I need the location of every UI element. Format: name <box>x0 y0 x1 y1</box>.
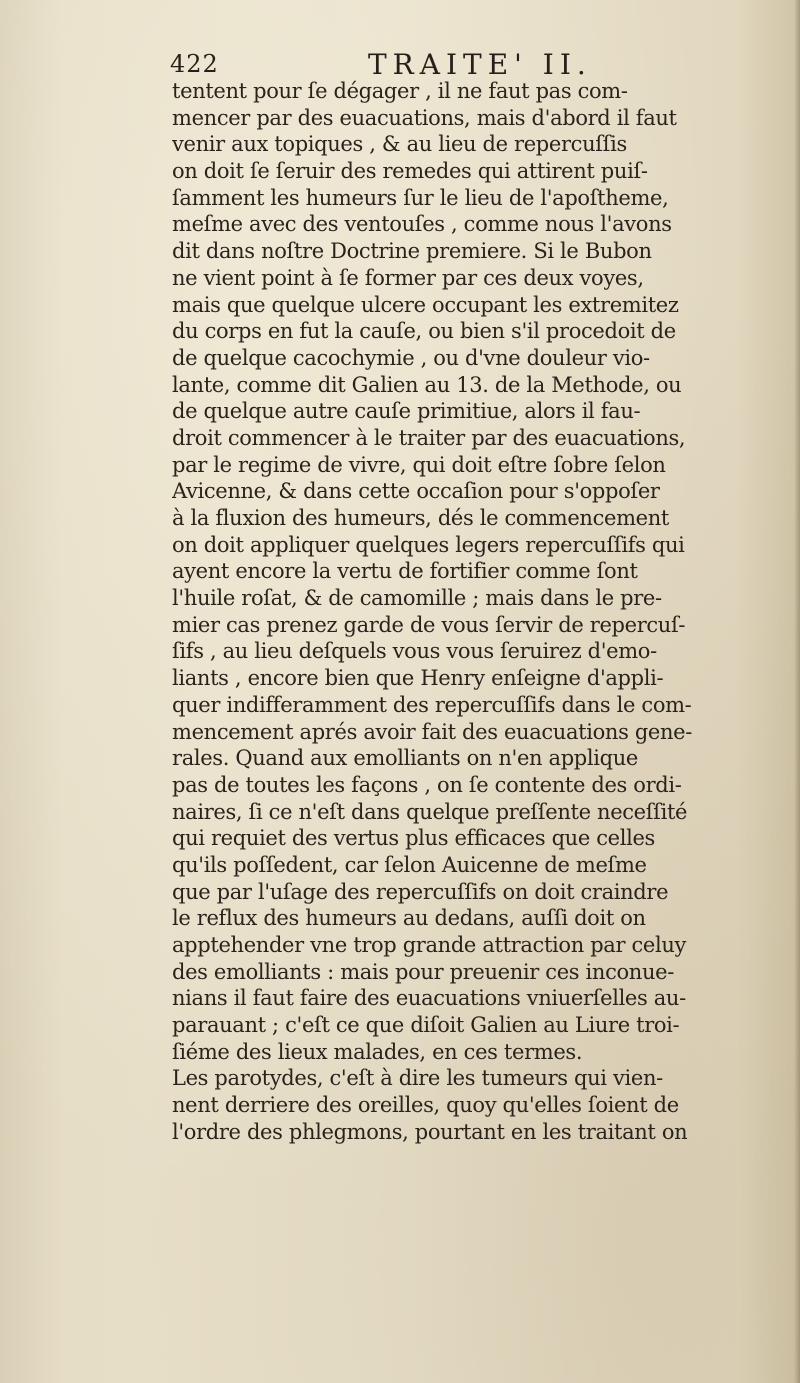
text-line: ayent encore la vertu de fortifier comme ſont <box>172 559 638 584</box>
text-line: naires, ſi ce n'eſt dans quelque preſſente neceſſité <box>172 799 688 824</box>
text-line: mier cas prenez garde de vous ſervir de repercuſ- <box>172 612 686 637</box>
text-line: l'ordre des phlegmons, pourtant en les traitant on <box>172 1119 688 1144</box>
text-line: apptehender vne trop grande attraction par celuy <box>172 933 687 957</box>
text-line: dit dans noſtre Doctrine premiere. Si le Bubon <box>172 239 652 264</box>
text-line: rales. Quand aux emolliants on n'en applique <box>172 746 638 771</box>
text-line: Avicenne, & dans cette occaſion pour s'oppoſer <box>172 479 660 504</box>
text-line: de quelque cacochymie , ou d'vne douleur vio- <box>172 345 650 370</box>
text-line: à la fluxion des humeurs, dés le commencement <box>172 506 669 530</box>
text-line: droit commencer à le traiter par des euacuations, <box>172 425 686 450</box>
text-line: ne vient point à ſe former par ces deux voyes, <box>172 265 644 290</box>
text-line: nians il faut faire des euacuations vniuerſelles au- <box>172 986 686 1011</box>
text-line: qui requiet des vertus plus efficaces que celles <box>172 826 655 851</box>
page-number: 422 <box>170 50 219 78</box>
text-line: qu'ils poſſedent, car ſelon Auicenne de meſme <box>172 852 647 877</box>
text-line: que par l'uſage des repercuſſifs on doit craindre <box>172 879 669 904</box>
text-line: du corps en fut la cauſe, ou bien s'il procedoit de <box>172 319 676 344</box>
text-line: le reflux des humeurs au dedans, auſſi doit on <box>172 906 646 931</box>
text-line: meſme avec des ventouſes , comme nous l'avons <box>172 212 672 237</box>
text-line: pas de toutes les façons , on ſe contente des ordi- <box>172 772 682 797</box>
text-line: Les parotydes, c'eſt à dire les tumeurs qui vien- <box>172 1066 663 1091</box>
text-line: ſamment les humeurs ſur le lieu de l'apoſtheme, <box>172 185 669 210</box>
text-line: l'huile roſat, & de camomille ; mais dans le pre- <box>172 586 662 611</box>
text-line: de quelque autre cauſe primitiue, alors il fau- <box>172 399 641 424</box>
body-text <box>172 78 796 1146</box>
text-line: mencer par des euacuations, mais d'abord il faut <box>172 105 677 130</box>
text-line: on doit ſe ſeruir des remedes qui attirent puiſ- <box>172 159 648 184</box>
text-line: des emolliants : mais pour preuenir ces inconue- <box>172 959 674 984</box>
text-line: mencement aprés avoir fait des euacuations gene- <box>172 719 692 744</box>
text-line: mais que quelque ulcere occupant les extremitez <box>172 292 679 317</box>
text-line: ſifs , au lieu deſquels vous vous ſeruirez d'emo- <box>172 639 657 664</box>
text-line: tentent pour ſe dégager , il ne faut pas com- <box>172 79 628 103</box>
text-line: liants , encore bien que Henry enſeigne d'appli- <box>172 666 664 691</box>
text-line: par le regime de vivre, qui doit eſtre ſobre ſelon <box>172 452 666 477</box>
text-line: lante, comme dit Galien au 13. de la Methode, ou <box>172 372 682 397</box>
text-line: ſiéme des lieux malades, en ces termes. <box>172 1039 583 1064</box>
text-line: parauant ; c'eſt ce que diſoit Galien au Liure troi- <box>172 1013 680 1038</box>
text-line: venir aux topiques , & au lieu de repercuſſis <box>172 132 627 157</box>
text-line: nent derriere des oreilles, quoy qu'elles ſoient de <box>172 1093 679 1118</box>
text-line: quer indifferamment des repercuſſifs dans le com- <box>172 692 692 717</box>
text-line: on doit appliquer quelques legers repercuſſifs qui <box>172 532 685 557</box>
running-head: TRAITE' II. <box>368 48 592 81</box>
